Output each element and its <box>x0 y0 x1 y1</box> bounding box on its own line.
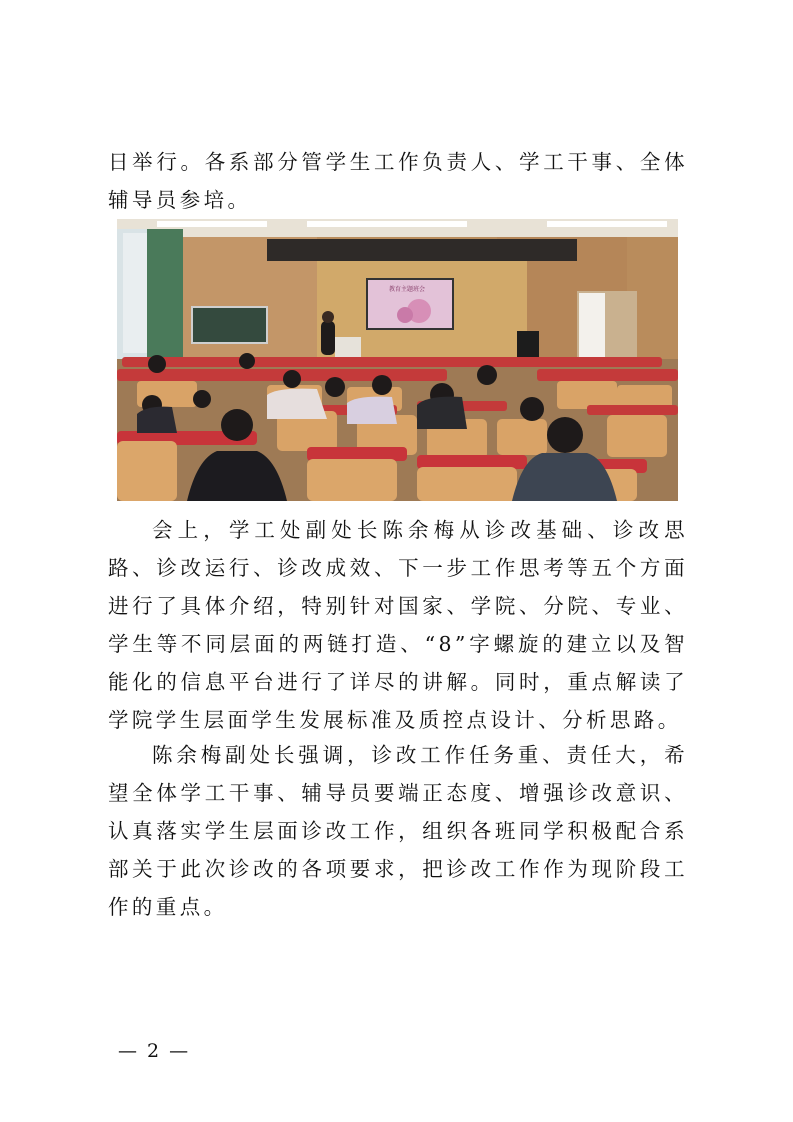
meeting-photo <box>117 219 678 501</box>
screen-text: 教育主题班会 <box>389 286 426 293</box>
paragraph-intro: 日举行。各系部分管学生工作负责人、学工干事、全体辅导员参培。 <box>108 150 688 212</box>
paragraph-meeting-content: 会上，学工处副处长陈余梅从诊改基础、诊改思路、诊改运行、诊改成效、下一步工作思考等五个方面进行了具体介绍，特别针对国家、学院、分院、专业、学生等不同层面的两链打造、“8”字螺旋的建立以及智能化的信息平台进行了详尽的讲解。同时，重点解读了学院学生层面学生发展标准及质控点设计、分析思路。 <box>108 518 688 732</box>
paragraph-emphasis: 陈余梅副处长强调，诊改工作任务重、责任大，希望全体学工干事、辅导员要端正态度、增强诊改意识、认真落实学生层面诊改工作，组织各班同学积极配合系部关于此次诊改的各项要求，把诊改工作作为现阶段工作的重点。 <box>108 743 688 919</box>
page-number: — 2 — <box>118 1040 191 1062</box>
